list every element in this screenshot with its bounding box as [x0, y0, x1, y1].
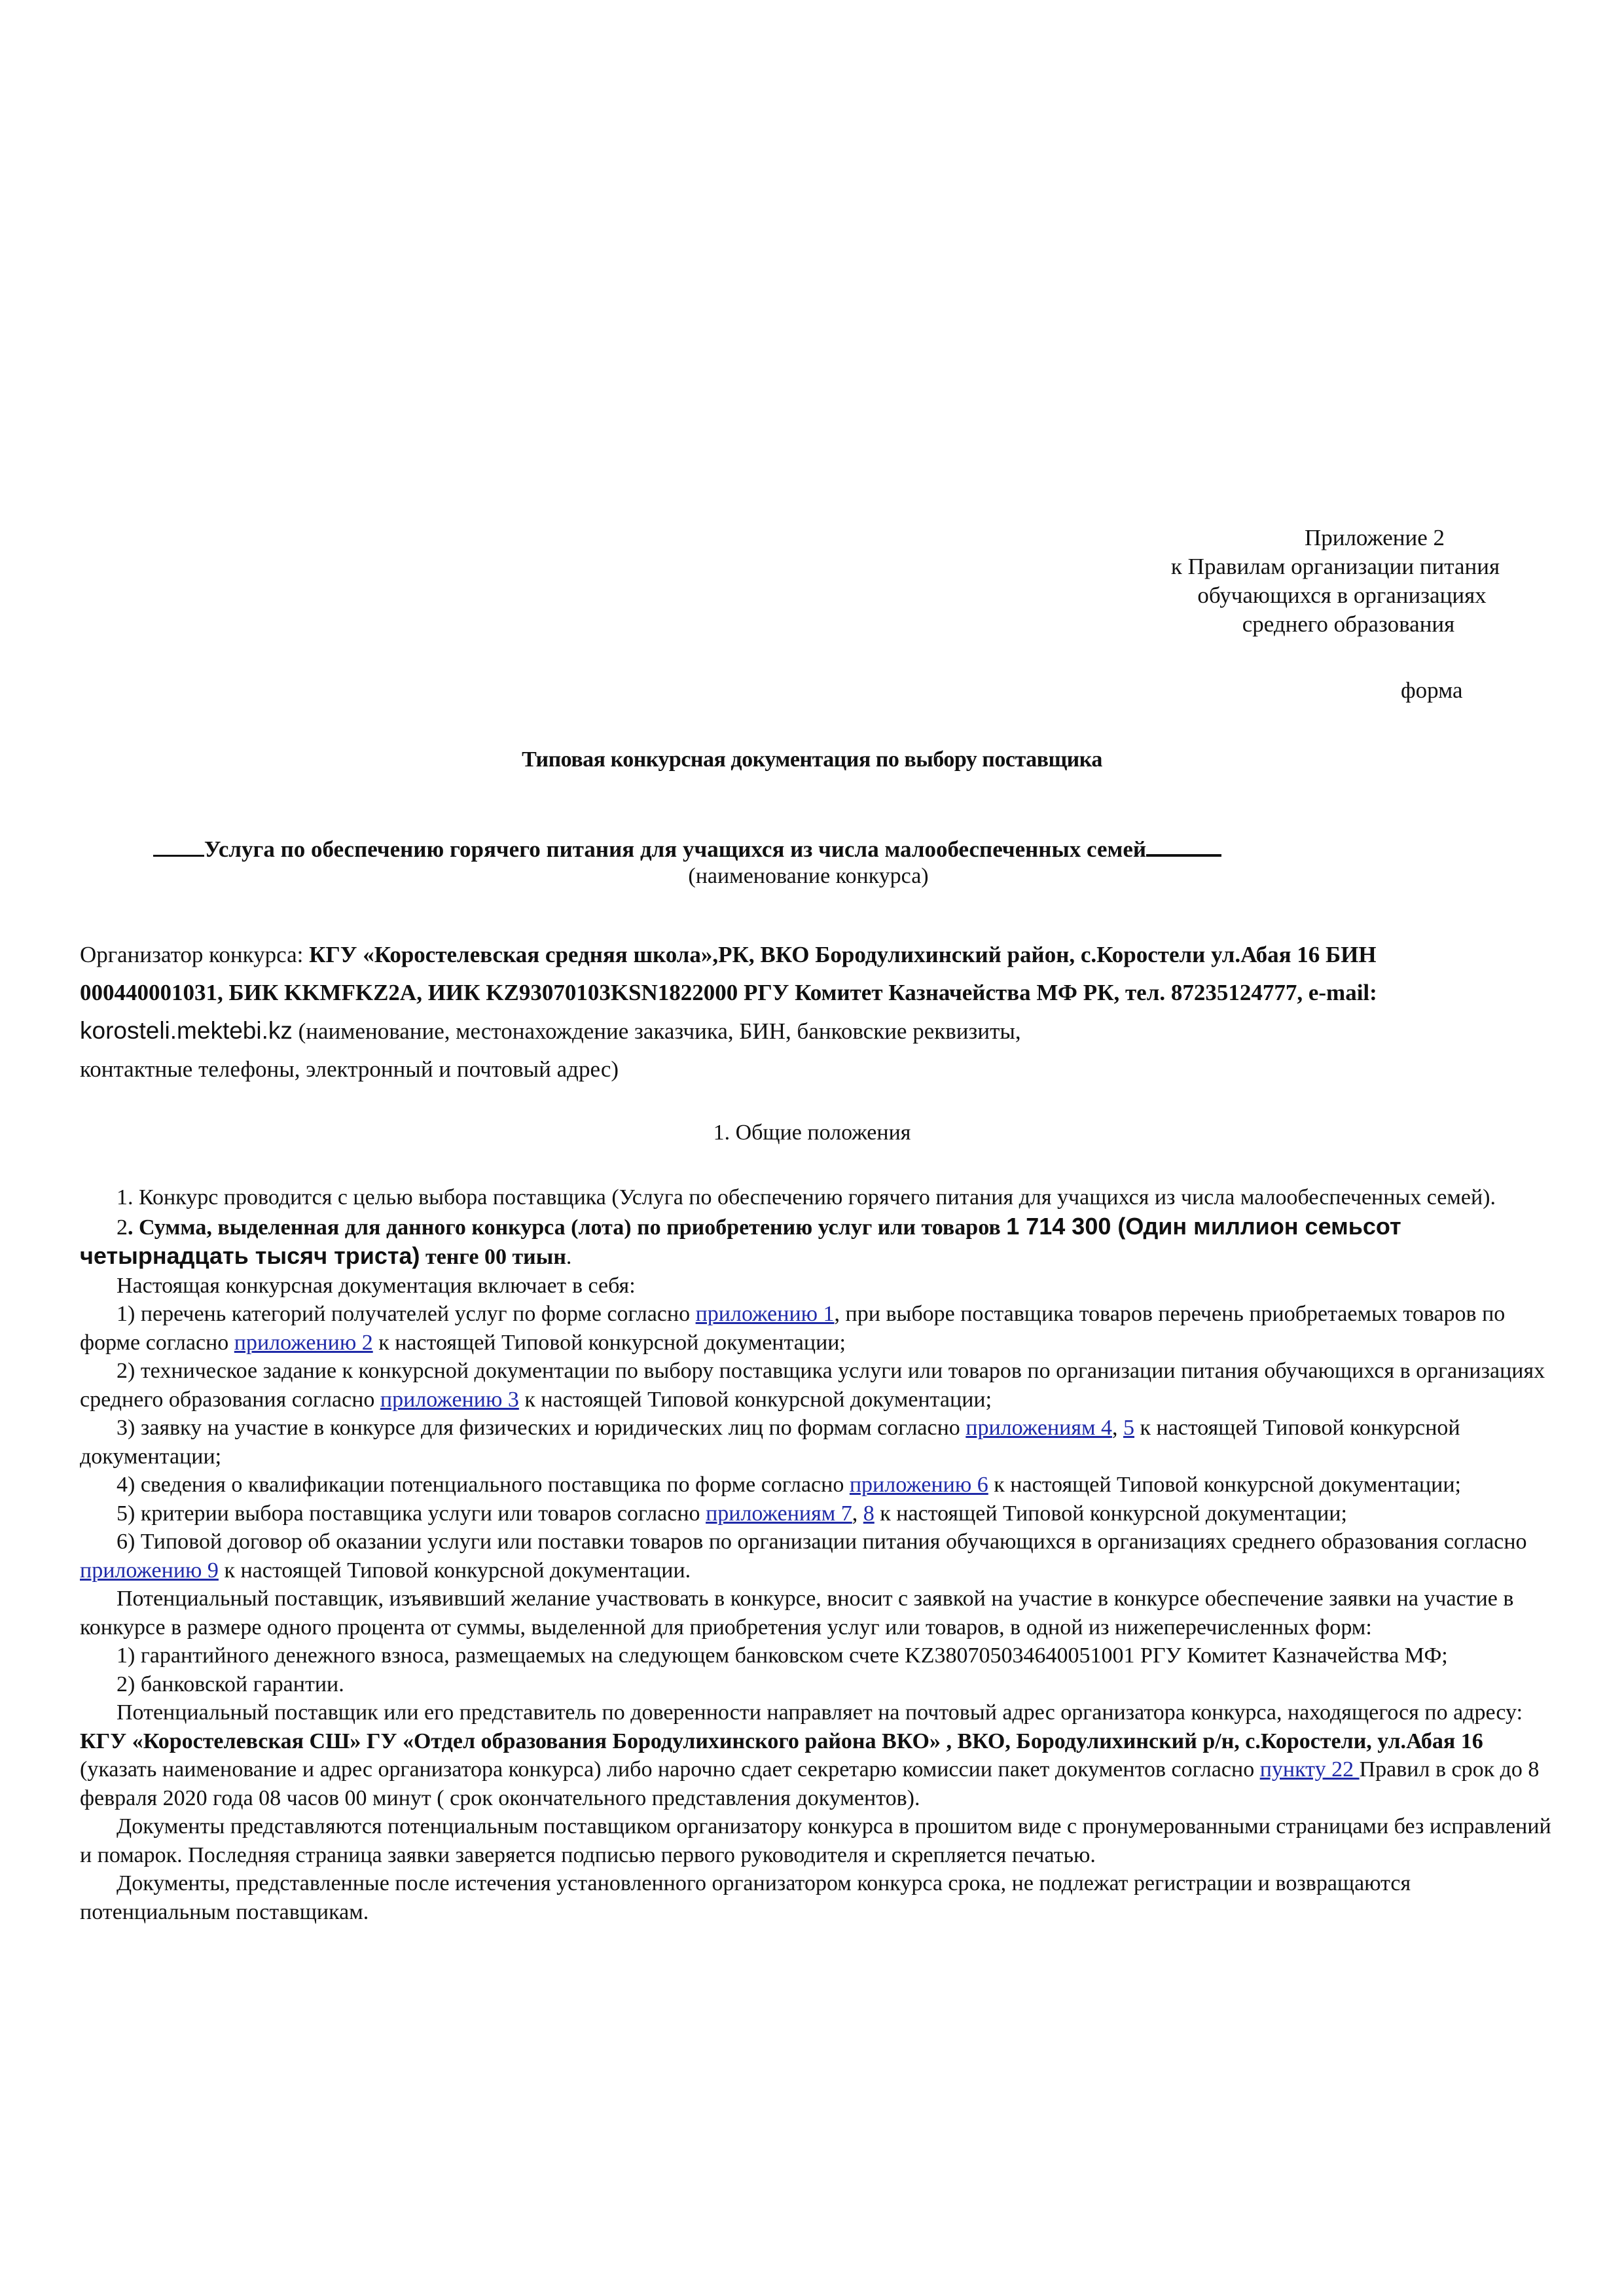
item-text: к настоящей Типовой конкурсной документации. [218, 1558, 691, 1583]
item-text: , [852, 1501, 863, 1526]
section-body [80, 1183, 1559, 1926]
item-text: к настоящей Типовой конкурсной документации; [874, 1501, 1347, 1526]
contest-name: Услуга по обеспечению горячего питания для учащихся из числа малообеспеченных семей [204, 836, 1147, 862]
item-text: 3) заявку на участие в конкурсе для физических и юридических лиц по формам согласно [117, 1416, 966, 1440]
security-form-guarantee: 2) банковской гарантии. [117, 1672, 344, 1696]
paragraph-security: Потенциальный поставщик, изъявивший желание участвовать в конкурсе, вносит с заявкой на участие в конкурсе обеспечение заявки на участие в конкурсе в размере одного процента от суммы, выделенной для приобретения услуг или товаров, в одной из нижеперечисленных форм: [80, 1587, 1514, 1640]
item-text: , при выборе поставщика товаров перечень приобретаемых товаров по форме согласно [80, 1302, 1506, 1355]
link-appendix-1[interactable]: приложению 1 [695, 1302, 835, 1326]
appendix-number: Приложение 2 [1304, 525, 1445, 550]
item-text: 5) критерии выбора поставщика услуги или товаров согласно [117, 1501, 706, 1526]
organizer-block [80, 936, 1559, 1088]
contest-name-line [0, 836, 1375, 863]
appendix-header [1113, 524, 1558, 639]
item-text: к настоящей Типовой конкурсной документации; [80, 1416, 1460, 1469]
paragraph-late-documents: Документы, представленные после истечения установленного организатором конкурса срока, не подлежат регистрации и возвращаются потенциальным поставщикам. [80, 1871, 1411, 1924]
document-title: Типовая конкурсная документация по выбору поставщика [522, 747, 1102, 772]
contest-caption: (наименование конкурса) [688, 864, 929, 888]
amount-value: 1 714 300 (Один миллион семьсот четырнадцать тысяч триста) [80, 1212, 1401, 1269]
item-text: к настоящей Типовой конкурсной документации; [372, 1330, 846, 1355]
organizer-line-1 [80, 936, 1559, 974]
appendix-org-line: обучающихся в организациях [1197, 583, 1487, 608]
list-item [80, 1414, 1559, 1471]
link-appendix-2[interactable]: приложению 2 [234, 1330, 373, 1355]
list-item [80, 1357, 1559, 1414]
amount-number: 2 [117, 1215, 128, 1240]
amount-currency: тенге 00 тиын [420, 1245, 566, 1269]
list-item [80, 1499, 1559, 1528]
organizer-caption-2: контактные телефоны, электронный и почтовый адрес) [80, 1056, 619, 1082]
organizer-label: Организатор конкурса: [80, 942, 310, 967]
form-label: форма [1401, 677, 1463, 703]
paragraph-includes: Настоящая конкурсная документация включает в себя: [117, 1273, 636, 1298]
link-appendix-5[interactable]: 5 [1123, 1416, 1134, 1440]
appendix-edu-line: среднего образования [1242, 611, 1455, 637]
item-text: к настоящей Типовой конкурсной документации; [518, 1387, 992, 1412]
section-title: 1. Общие положения [713, 1121, 911, 1145]
link-appendix-9[interactable]: приложению 9 [80, 1558, 219, 1583]
submission-deadline: Правил в срок до 8 февраля 2020 года 08 часов 00 минут ( срок окончательного представления документов). [80, 1757, 1540, 1810]
security-form-deposit: 1) гарантийного денежного взноса, размещаемых на следующем банковском счете KZ380705034640051001 РГУ Комитет Казначейства МФ; [117, 1643, 1448, 1668]
organizer-line-3 [80, 1012, 1559, 1050]
paragraph-purpose: 1. Конкурс проводится с целью выбора поставщика (Услуга по обеспечению горячего питания для учащихся из числа малообеспеченных семей). [117, 1185, 1496, 1210]
blank-underline-left [153, 855, 204, 857]
item-text: 6) Типовой договор об оказании услуги или поставки товаров по организации питания обучающихся в организациях среднего образования согласно [117, 1530, 1527, 1554]
submission-text: (указать наименование и адрес организатора конкурса) либо нарочно сдает секретарю комиссии пакет документов согласно [80, 1757, 1260, 1782]
organizer-website: korosteli.mektebi.kz [80, 1017, 293, 1044]
submission-address: КГУ «Коростелевская СШ» ГУ «Отдел образования Бородулихинского района ВКО» , ВКО, Бородулихинский р/н, с.Коростели, ул.Абая 16 [80, 1729, 1483, 1753]
organizer-details-2: 000440001031, БИК KKMFKZ2A, ИИК KZ93070103KSN1822000 РГУ Комитет Казначейства МФ РК, тел. 87235124777, e-mail: [80, 980, 1377, 1005]
paragraph-amount [80, 1212, 1559, 1272]
item-text: 1) перечень категорий получателей услуг по форме согласно [117, 1302, 696, 1326]
link-appendix-3[interactable]: приложению 3 [380, 1387, 519, 1412]
item-text: 4) сведения о квалификации потенциального поставщика по форме согласно [117, 1473, 850, 1497]
link-appendix-8[interactable]: 8 [863, 1501, 875, 1526]
item-text: 2) техническое задание к конкурсной документации по выбору поставщика услуги или товаров по организации питания обучающихся в организациях среднего образования согласно [80, 1359, 1545, 1412]
list-item [80, 1300, 1559, 1357]
paragraph-bound-documents: Документы представляются потенциальным поставщиком организатору конкурса в прошитом виде с пронумерованными страницами без исправлений и помарок. Последняя страница заявки заверяется подписью первого руководителя и скрепляется печатью. [80, 1814, 1551, 1867]
list-item [80, 1471, 1559, 1499]
blank-underline-right [1146, 854, 1221, 857]
amount-text: . Сумма, выделенная для данного конкурса (лота) по приобретению услуг или товаров [128, 1215, 1007, 1240]
link-appendix-6[interactable]: приложению 6 [849, 1473, 988, 1497]
list-item [80, 1528, 1559, 1585]
link-appendix-7[interactable]: приложениям 7 [706, 1501, 852, 1526]
paragraph-submission [80, 1698, 1559, 1812]
amount-end: . [566, 1245, 572, 1269]
organizer-details-1: КГУ «Коростелевская средняя школа»,РК, ВКО Бородулихинский район, с.Коростели ул.Абая 16 БИН [309, 942, 1377, 967]
organizer-caption-1: (наименование, местонахождение заказчика, БИН, банковские реквизиты, [298, 1018, 1021, 1044]
link-clause-22[interactable]: пункту 22 [1259, 1757, 1360, 1782]
item-text: , [1112, 1416, 1123, 1440]
item-text: к настоящей Типовой конкурсной документации; [988, 1473, 1461, 1497]
link-appendix-4[interactable]: приложениям 4 [965, 1416, 1112, 1440]
submission-text: Потенциальный поставщик или его представитель по доверенности направляет на почтовый адрес организатора конкурса, находящегося по адресу: [117, 1700, 1523, 1725]
appendix-rules-line: к Правилам организации питания [1170, 554, 1500, 579]
